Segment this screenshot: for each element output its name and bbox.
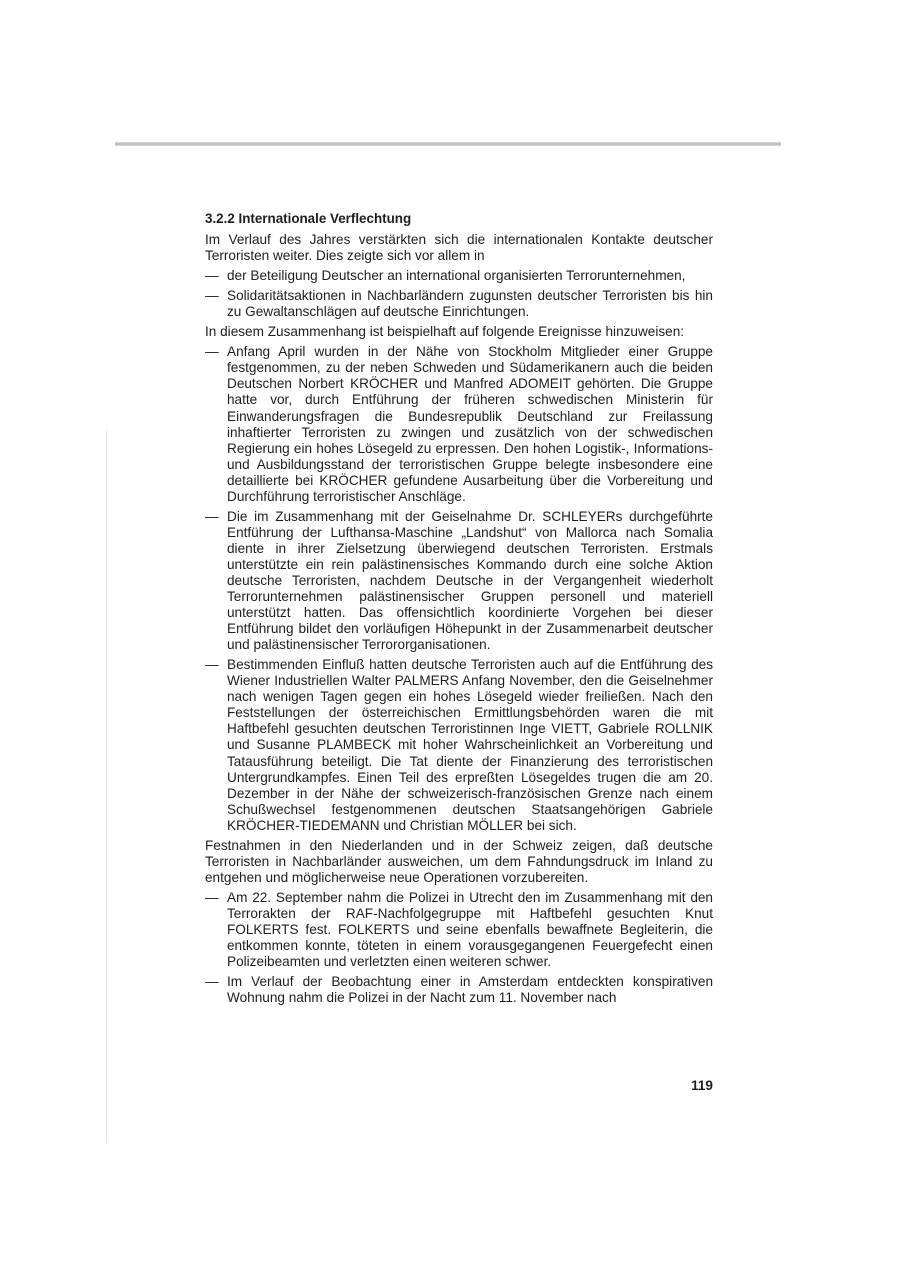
arrests-list	[205, 890, 713, 1006]
section-heading: 3.2.2 Internationale Verflechtung	[205, 211, 412, 226]
dash-mark: —	[205, 657, 219, 673]
document-body	[205, 211, 713, 1010]
page-edge-line	[106, 430, 107, 1142]
list-item-text: Bestimmenden Einfluß hatten deutsche Terroristen auch auf die Entführung des Wiener Industriellen Walter PALMERS Anfang November, den die Geiselnehmer nach wenigen Tagen gegen ein hohes Lösegeld wieder freiließen. Nach den Feststellungen der österreichischen Ermittlungsbehörden waren die mit Haftbefehl gesuchten deutschen Terroristinnen Inge VIETT, Gabriele ROLLNIK und Susanne PLAMBECK mit hoher Wahrscheinlichkeit an Vorbereitung und Tatausführung beteiligt. Die Tat diente der Finanzierung des terroristischen Untergrundkampfes. Einen Teil des erpreßten Lösegeldes trugen die am 20. Dezember in der Nähe der schweizerisch-französischen Grenze nach einem Schußwechsel festgenommenen deutschen Staatsangehörigen Gabriele KRÖCHER-TIEDEMANN und Christian MÖLLER bei sich.	[227, 657, 713, 833]
list-item	[205, 344, 713, 504]
page-number: 119	[691, 1078, 713, 1093]
events-list	[205, 344, 713, 833]
arrests-paragraph: Festnahmen in den Niederlanden und in der Schweiz zeigen, daß deutsche Terroristen in Nachbarländer ausweichen, um dem Fahndungsdruck im Inland zu entgehen und möglicherweise neue Operationen vorzubereiten.	[205, 837, 713, 885]
list-item-text: Am 22. September nahm die Polizei in Utrecht den im Zusammenhang mit den Terrorakten der RAF-Nachfolgegruppe mit Haftbefehl gesuchten Knut FOLKERTS fest. FOLKERTS und seine ebenfalls bewaffnete Begleiterin, die entkommen konnte, töteten in einem vorausgegangenen Feuergefecht einen Polizeibeamten und verletzten einen weiteren schwer.	[227, 889, 713, 970]
dash-mark: —	[205, 889, 219, 905]
list-item-text: Im Verlauf der Beobachtung einer in Amsterdam entdeckten konspirativen Wohnung nahm die Polizei in der Nacht zum 11. November nach	[227, 974, 713, 1006]
list-item	[205, 657, 713, 834]
list-item	[205, 890, 713, 970]
events-paragraph: In diesem Zusammenhang ist beispielhaft auf folgende Ereignisse hinzuweisen:	[205, 324, 685, 340]
dash-mark: —	[205, 268, 219, 284]
dash-mark: —	[205, 344, 219, 360]
list-item	[205, 268, 713, 284]
involvement-list	[205, 268, 713, 320]
list-item-text: Die im Zusammenhang mit der Geiselnahme Dr. SCHLEYERs durchgeführte Entführung der Lufthansa-Maschine „Landshut“ von Mallorca nach Somalia diente in ihrer Zielsetzung überwiegend deutschen Terroristen. Erstmals unterstützte ein rein palästinensisches Kommando durch eine solche Aktion deutsche Terroristen, nachdem Deutsche in der Vergangenheit wiederholt Terrorunternehmen palästinensischer Gruppen personell und materiell unterstützt hatten. Das offensichtlich koordinierte Vorgehen bei dieser Entführung bildet den vorläufigen Höhepunkt in der Zusammenarbeit deutscher und palästinensischer Terrororganisationen.	[227, 508, 713, 653]
list-item	[205, 974, 713, 1006]
intro-paragraph: Im Verlauf des Jahres verstärkten sich die internationalen Kontakte deutscher Terroristen weiter. Dies zeigte sich vor allem in	[205, 232, 713, 264]
dash-mark: —	[205, 974, 219, 990]
top-rule	[115, 142, 781, 146]
list-item-text: Anfang April wurden in der Nähe von Stockholm Mitglieder einer Gruppe festgenommen, zu der neben Schweden und Südamerikanern auch die beiden Deutschen Norbert KRÖCHER und Manfred ADOMEIT gehörten. Die Gruppe hatte vor, durch Entführung der früheren schwedischen Ministerin für Einwanderungsfragen die Bundesrepublik Deutschland zur Freilassung inhaftierter Terroristen zu zwingen und zusätzlich von der schwedischen Regierung ein hohes Lösegeld zu erpressen. Den hohen Logistik-, Informations- und Ausbildungsstand der terroristischen Gruppe belegte insbesondere eine detaillierte bei KRÖCHER gefundene Ausarbeitung über die Vorbereitung und Durchführung terroristischer Anschläge.	[227, 344, 713, 504]
dash-mark: —	[205, 508, 219, 524]
list-item	[205, 288, 713, 320]
list-item-text: der Beteiligung Deutscher an international organisierten Terrorunternehmen,	[227, 268, 686, 284]
list-item-text: Solidaritätsaktionen in Nachbarländern zugunsten deutscher Terroristen bis hin zu Gewaltanschlägen auf deutsche Einrichtungen.	[227, 288, 713, 320]
dash-mark: —	[205, 288, 219, 304]
list-item	[205, 509, 713, 653]
